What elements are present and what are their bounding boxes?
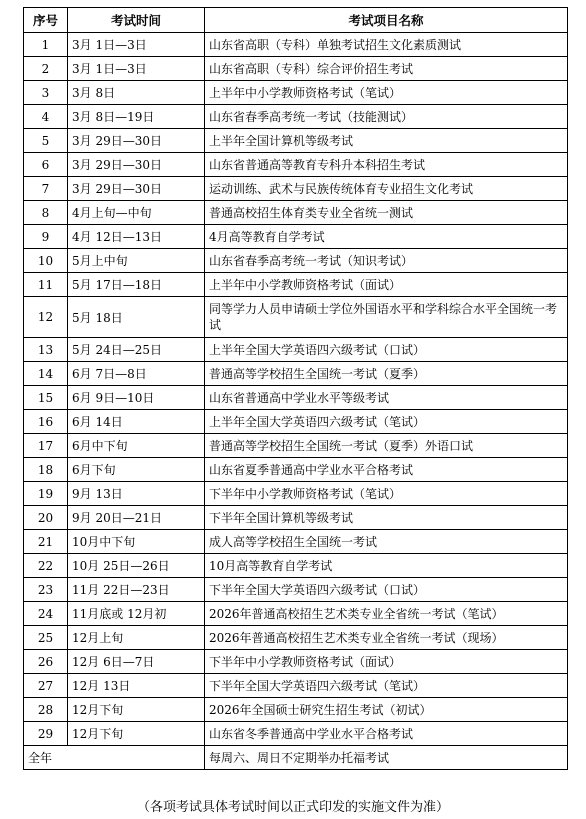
exam-schedule-table bbox=[23, 7, 568, 770]
row-exam-name: 上半年全国计算机等级考试 bbox=[205, 129, 568, 153]
row-exam-name: 运动训练、武术与民族传统体育专业招生文化考试 bbox=[205, 177, 568, 201]
row-number: 8 bbox=[24, 201, 68, 225]
row-exam-name: 山东省高职（专科）综合评价招生考试 bbox=[205, 57, 568, 81]
table-row bbox=[24, 129, 568, 153]
row-number: 14 bbox=[24, 362, 68, 386]
row-time: 3月 8日 bbox=[68, 81, 205, 105]
row-exam-name: 上半年全国大学英语四六级考试（笔试） bbox=[205, 410, 568, 434]
header-no: 序号 bbox=[24, 8, 68, 33]
table-row bbox=[24, 650, 568, 674]
row-exam-name: 2026年普通高校招生艺术类专业全省统一考试（现场） bbox=[205, 626, 568, 650]
table-row bbox=[24, 554, 568, 578]
table-row bbox=[24, 410, 568, 434]
row-time: 5月 18日 bbox=[68, 297, 205, 338]
row-number: 3 bbox=[24, 81, 68, 105]
table-row bbox=[24, 33, 568, 57]
row-time: 11月底或 12月初 bbox=[68, 602, 205, 626]
row-exam-name: 山东省普通高等教育专科升本科招生考试 bbox=[205, 153, 568, 177]
row-time: 6月 9日—10日 bbox=[68, 386, 205, 410]
row-number: 27 bbox=[24, 674, 68, 698]
table-row bbox=[24, 482, 568, 506]
row-number: 13 bbox=[24, 338, 68, 362]
table-header-row bbox=[24, 8, 568, 33]
table-row bbox=[24, 105, 568, 129]
row-exam-name: 上半年中小学教师资格考试（面试） bbox=[205, 273, 568, 297]
row-time: 5月 17日—18日 bbox=[68, 273, 205, 297]
row-time: 5月 24日—25日 bbox=[68, 338, 205, 362]
table-row bbox=[24, 626, 568, 650]
table-row bbox=[24, 698, 568, 722]
row-time: 12月下旬 bbox=[68, 722, 205, 746]
row-number: 11 bbox=[24, 273, 68, 297]
row-number: 22 bbox=[24, 554, 68, 578]
table-row bbox=[24, 506, 568, 530]
row-time: 12月上旬 bbox=[68, 626, 205, 650]
row-number: 9 bbox=[24, 225, 68, 249]
footnote: （各项考试具体考试时间以正式印发的实施文件为准） bbox=[136, 800, 449, 815]
table-row bbox=[24, 225, 568, 249]
header-time: 考试时间 bbox=[68, 8, 205, 33]
row-time: 6月中下旬 bbox=[68, 434, 205, 458]
table-row bbox=[24, 530, 568, 554]
table-row bbox=[24, 297, 568, 338]
row-time: 6月下旬 bbox=[68, 458, 205, 482]
row-number: 4 bbox=[24, 105, 68, 129]
row-exam-name: 成人高等学校招生全国统一考试 bbox=[205, 530, 568, 554]
year-round-period: 全年 bbox=[24, 746, 205, 770]
row-time: 3月 1日—3日 bbox=[68, 33, 205, 57]
row-exam-name: 下半年中小学教师资格考试（笔试） bbox=[205, 482, 568, 506]
row-time: 6月 14日 bbox=[68, 410, 205, 434]
table-row bbox=[24, 201, 568, 225]
row-exam-name: 同等学力人员申请硕士学位外国语水平和学科综合水平全国统一考试 bbox=[205, 297, 568, 338]
table-row bbox=[24, 57, 568, 81]
row-time: 3月 8日—19日 bbox=[68, 105, 205, 129]
row-exam-name: 下半年中小学教师资格考试（面试） bbox=[205, 650, 568, 674]
row-number: 12 bbox=[24, 297, 68, 338]
table-row bbox=[24, 249, 568, 273]
table-row bbox=[24, 434, 568, 458]
row-number: 15 bbox=[24, 386, 68, 410]
table-row bbox=[24, 273, 568, 297]
row-exam-name: 山东省夏季普通高中学业水平合格考试 bbox=[205, 458, 568, 482]
year-round-name: 每周六、周日不定期举办托福考试 bbox=[205, 746, 568, 770]
row-time: 4月上旬—中旬 bbox=[68, 201, 205, 225]
row-number: 24 bbox=[24, 602, 68, 626]
header-name: 考试项目名称 bbox=[205, 8, 568, 33]
row-exam-name: 山东省普通高中学业水平等级考试 bbox=[205, 386, 568, 410]
row-time: 12月 13日 bbox=[68, 674, 205, 698]
row-exam-name: 上半年全国大学英语四六级考试（口试） bbox=[205, 338, 568, 362]
table-row bbox=[24, 386, 568, 410]
table-row bbox=[24, 153, 568, 177]
row-time: 3月 29日—30日 bbox=[68, 129, 205, 153]
row-time: 5月上中旬 bbox=[68, 249, 205, 273]
table-body bbox=[24, 33, 568, 746]
row-time: 4月 12日—13日 bbox=[68, 225, 205, 249]
row-number: 19 bbox=[24, 482, 68, 506]
row-number: 2 bbox=[24, 57, 68, 81]
row-exam-name: 4月高等教育自学考试 bbox=[205, 225, 568, 249]
table-row bbox=[24, 674, 568, 698]
row-time: 10月中下旬 bbox=[68, 530, 205, 554]
row-exam-name: 下半年全国大学英语四六级考试（口试） bbox=[205, 578, 568, 602]
year-round-row bbox=[24, 746, 568, 770]
table-row bbox=[24, 602, 568, 626]
row-time: 3月 1日—3日 bbox=[68, 57, 205, 81]
row-exam-name: 普通高校招生体育类专业全省统一测试 bbox=[205, 201, 568, 225]
table-row bbox=[24, 578, 568, 602]
row-number: 16 bbox=[24, 410, 68, 434]
table-row bbox=[24, 362, 568, 386]
row-exam-name: 上半年中小学教师资格考试（笔试） bbox=[205, 81, 568, 105]
row-exam-name: 2026年普通高校招生艺术类专业全省统一考试（笔试） bbox=[205, 602, 568, 626]
table-row bbox=[24, 722, 568, 746]
row-time: 9月 20日—21日 bbox=[68, 506, 205, 530]
row-exam-name: 山东省春季高考统一考试（技能测试） bbox=[205, 105, 568, 129]
table-row bbox=[24, 177, 568, 201]
row-exam-name: 山东省春季高考统一考试（知识考试） bbox=[205, 249, 568, 273]
row-number: 17 bbox=[24, 434, 68, 458]
row-number: 28 bbox=[24, 698, 68, 722]
row-number: 5 bbox=[24, 129, 68, 153]
row-time: 11月 22日—23日 bbox=[68, 578, 205, 602]
row-exam-name: 普通高等学校招生全国统一考试（夏季） bbox=[205, 362, 568, 386]
row-exam-name: 下半年全国计算机等级考试 bbox=[205, 506, 568, 530]
row-number: 6 bbox=[24, 153, 68, 177]
row-exam-name: 山东省高职（专科）单独考试招生文化素质测试 bbox=[205, 33, 568, 57]
row-number: 29 bbox=[24, 722, 68, 746]
row-exam-name: 普通高等学校招生全国统一考试（夏季）外语口试 bbox=[205, 434, 568, 458]
row-number: 23 bbox=[24, 578, 68, 602]
row-number: 10 bbox=[24, 249, 68, 273]
row-number: 26 bbox=[24, 650, 68, 674]
row-time: 6月 7日—8日 bbox=[68, 362, 205, 386]
row-number: 18 bbox=[24, 458, 68, 482]
row-time: 9月 13日 bbox=[68, 482, 205, 506]
row-time: 12月下旬 bbox=[68, 698, 205, 722]
row-time: 3月 29日—30日 bbox=[68, 153, 205, 177]
row-number: 20 bbox=[24, 506, 68, 530]
row-exam-name: 2026年全国硕士研究生招生考试（初试） bbox=[205, 698, 568, 722]
row-time: 3月 29日—30日 bbox=[68, 177, 205, 201]
row-number: 21 bbox=[24, 530, 68, 554]
row-number: 7 bbox=[24, 177, 68, 201]
table-row bbox=[24, 338, 568, 362]
row-time: 12月 6日—7日 bbox=[68, 650, 205, 674]
row-exam-name: 10月高等教育自学考试 bbox=[205, 554, 568, 578]
row-number: 25 bbox=[24, 626, 68, 650]
row-number: 1 bbox=[24, 33, 68, 57]
row-exam-name: 下半年全国大学英语四六级考试（笔试） bbox=[205, 674, 568, 698]
table-row bbox=[24, 81, 568, 105]
table-row bbox=[24, 458, 568, 482]
row-time: 10月 25日—26日 bbox=[68, 554, 205, 578]
row-exam-name: 山东省冬季普通高中学业水平合格考试 bbox=[205, 722, 568, 746]
